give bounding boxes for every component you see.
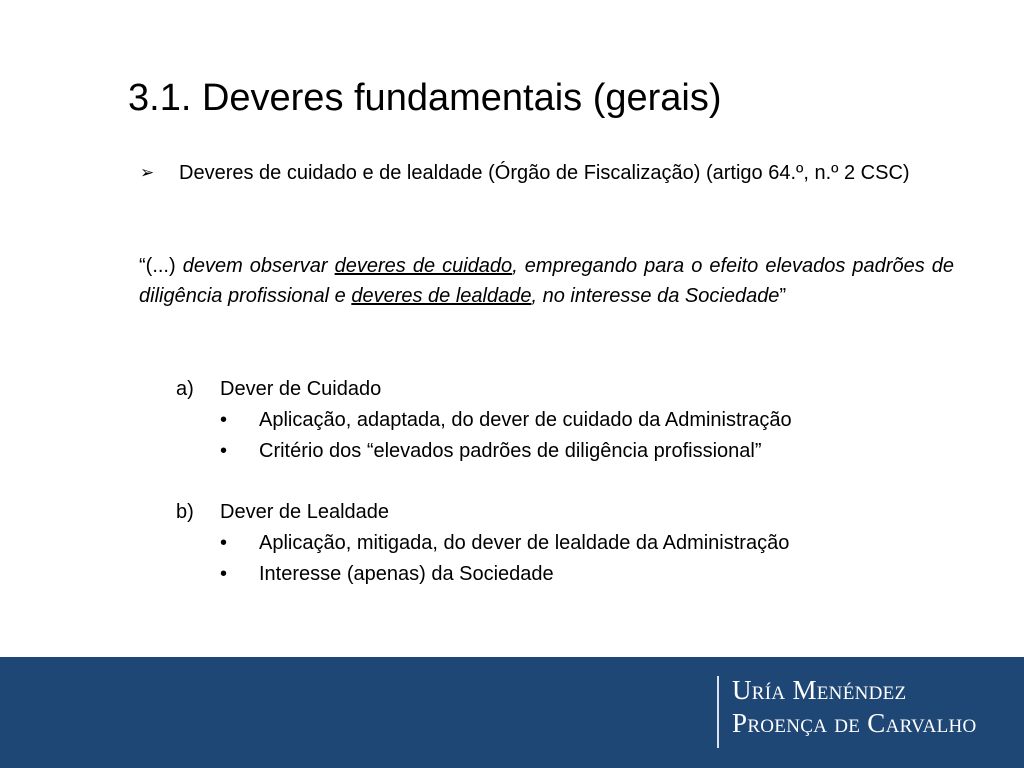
list-item	[220, 405, 792, 435]
bullet-dot-icon: •	[220, 563, 228, 585]
main-bullet-text: Deveres de cuidado e de lealdade (Órgão de Fiscalização) (artigo 64.º, n.º 2 CSC)	[179, 162, 910, 184]
quote-part-2: , empregando para o efeito elevados padrões de diligência profissional e	[139, 255, 954, 307]
slide-title: 3.1. Deveres fundamentais (gerais)	[128, 77, 722, 119]
quote-emphasis-duty-of-loyalty: deveres de lealdade	[351, 285, 532, 307]
section-a-label: a)	[176, 378, 194, 400]
logo-line-1: Uría Menéndez	[732, 675, 907, 705]
logo-line-2: Proença de Carvalho	[732, 708, 977, 738]
bullet-dot-icon: •	[220, 409, 228, 431]
footer-band	[0, 657, 1024, 768]
logo-divider	[717, 676, 719, 748]
quote-emphasis-duty-of-care: deveres de cuidado	[334, 255, 513, 277]
section-a-heading	[176, 374, 381, 404]
quote-part-3: , no interesse da Sociedade	[531, 285, 780, 307]
list-item-text: Critério dos “elevados padrões de diligência profissional”	[259, 440, 762, 462]
list-item-text: Aplicação, mitigada, do dever de lealdade da Administração	[259, 532, 790, 554]
arrow-bullet-icon: ➢	[140, 163, 155, 182]
list-item	[220, 528, 789, 558]
section-b-title: Dever de Lealdade	[220, 501, 390, 523]
list-item-text: Aplicação, adaptada, do dever de cuidado da Administração	[259, 409, 792, 431]
list-item-text: Interesse (apenas) da Sociedade	[259, 563, 554, 585]
bullet-dot-icon: •	[220, 440, 228, 462]
quote-open: “(...)	[139, 255, 183, 277]
section-b-heading	[176, 497, 389, 527]
section-a-title: Dever de Cuidado	[220, 378, 382, 400]
section-b-label: b)	[176, 501, 194, 523]
quote-close: ”	[779, 285, 787, 307]
main-bullet	[140, 158, 955, 188]
quote-part-1: devem observar	[182, 255, 335, 277]
bullet-dot-icon: •	[220, 532, 228, 554]
list-item	[220, 436, 762, 466]
firm-logo	[732, 674, 977, 740]
legal-quote	[139, 251, 954, 311]
list-item	[220, 559, 554, 589]
